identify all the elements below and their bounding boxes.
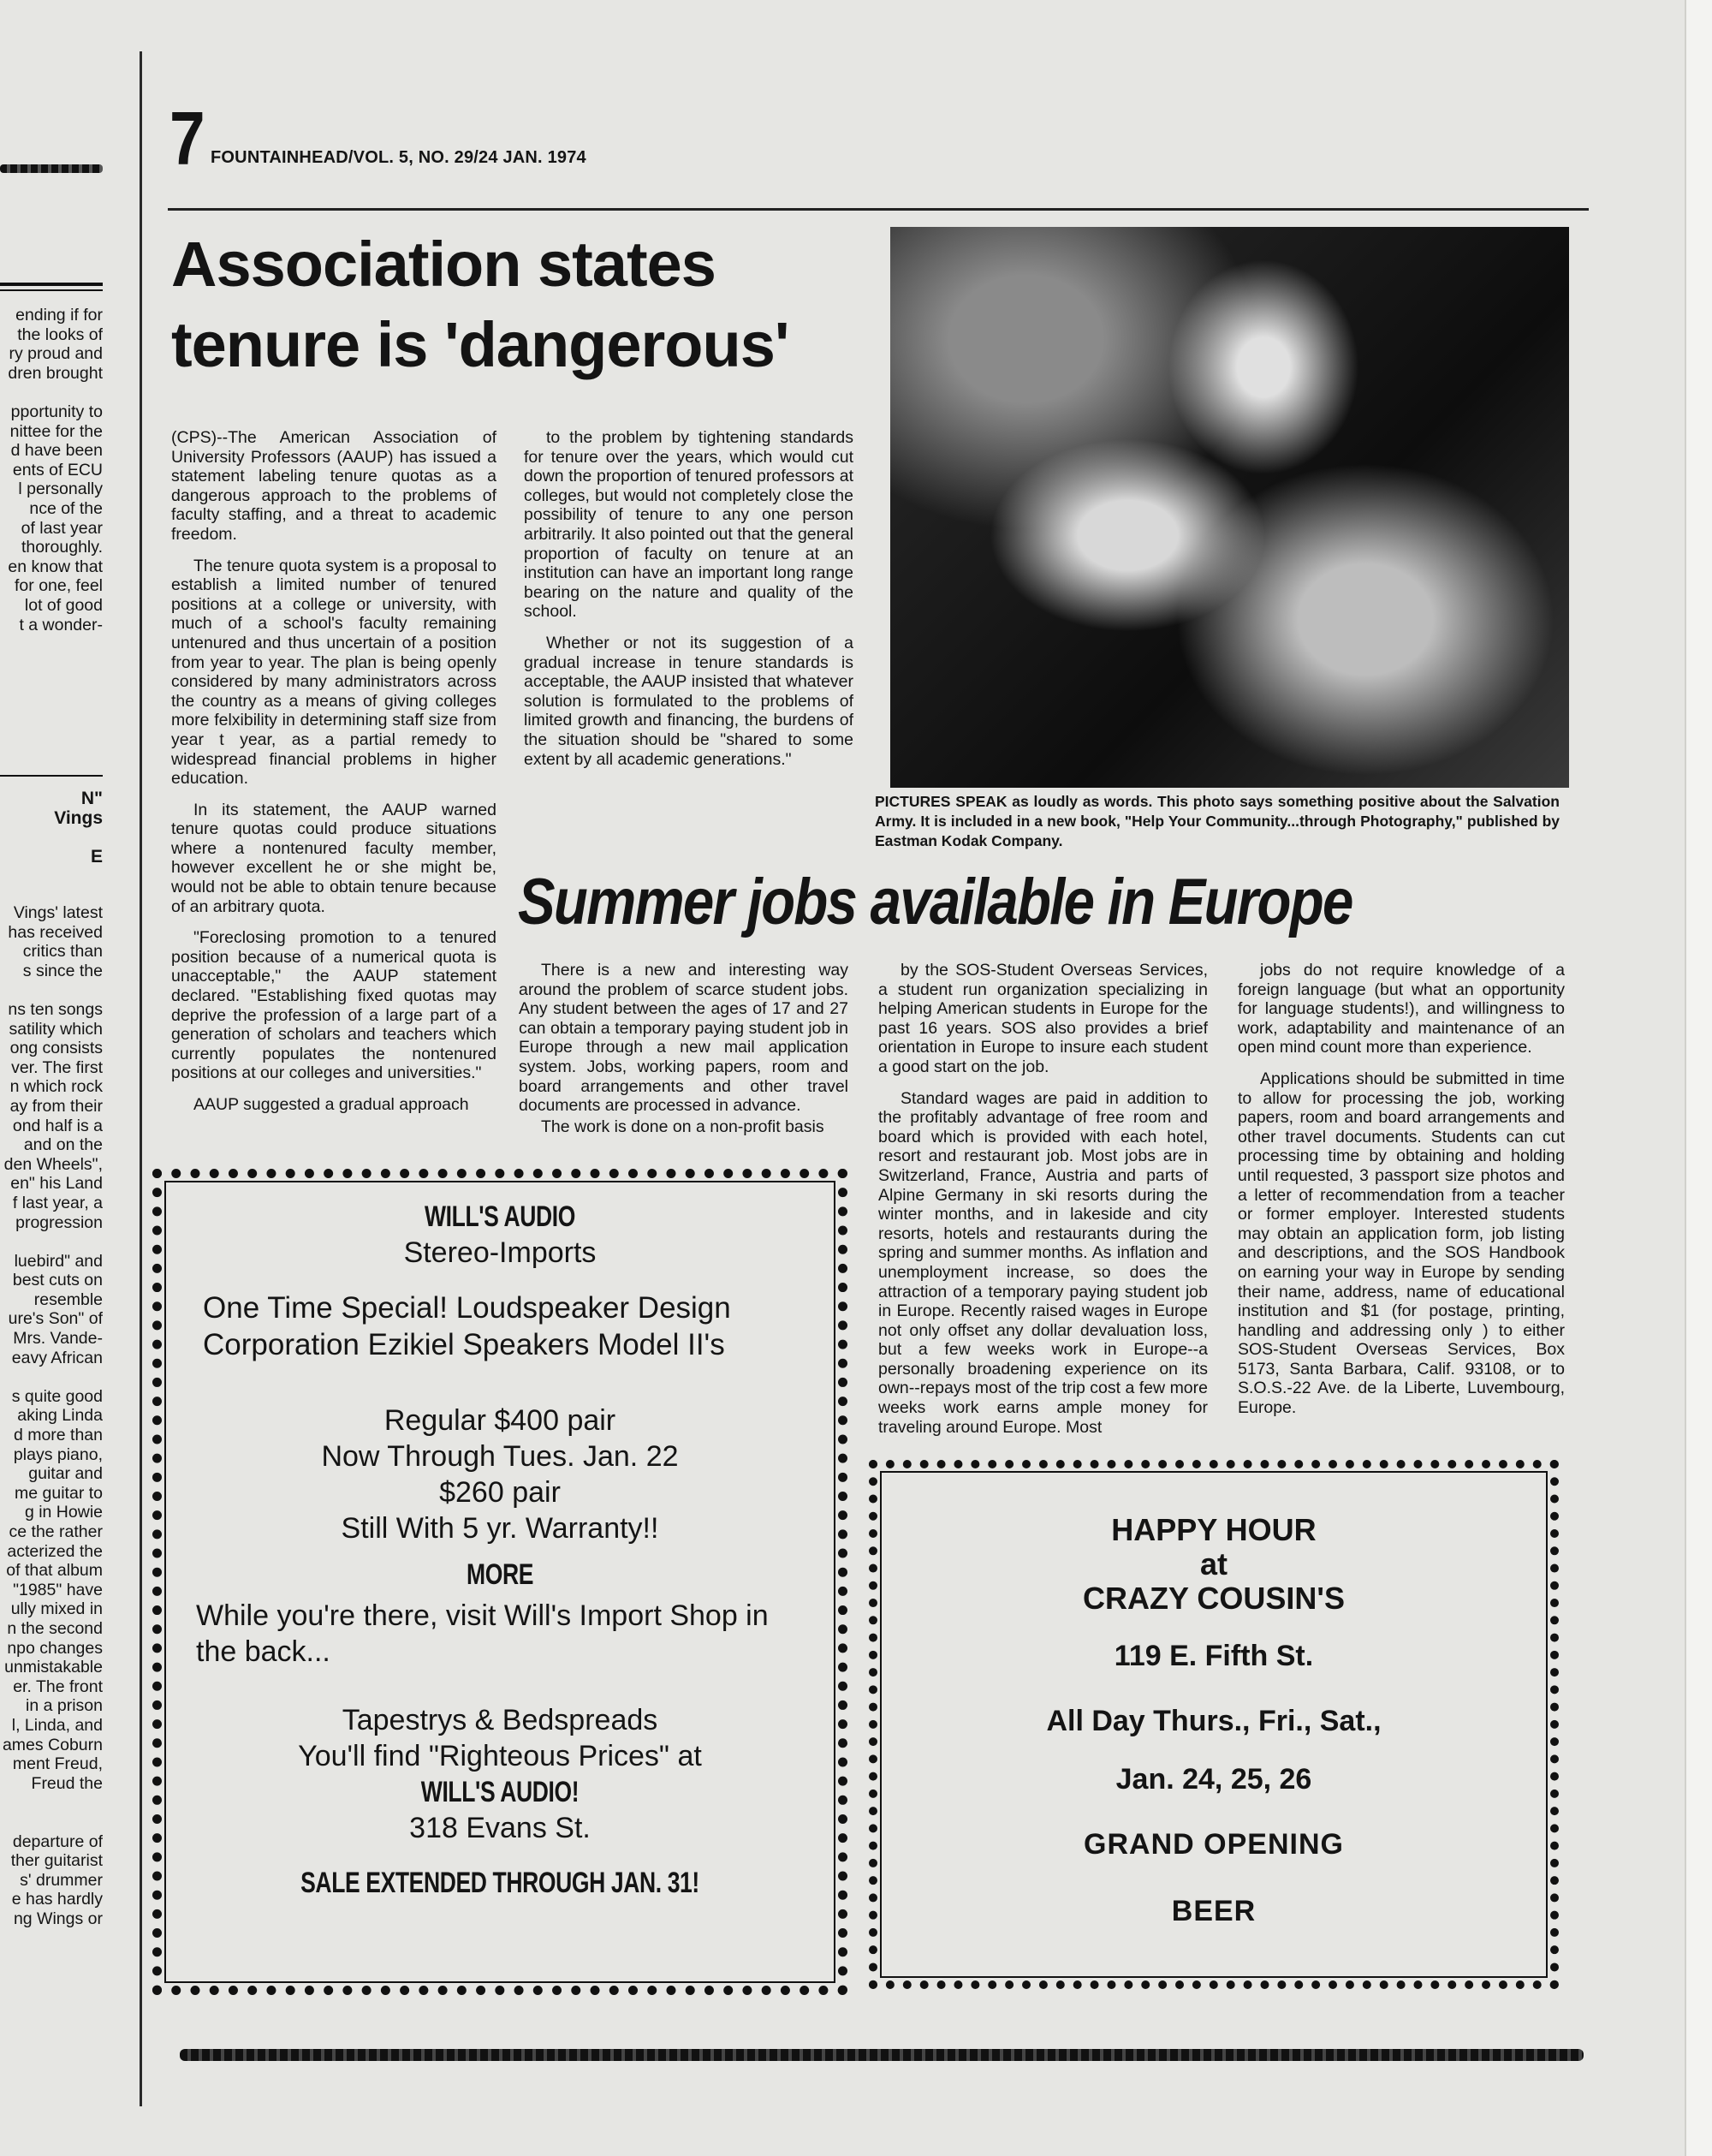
text-line: s since the [22,961,103,980]
text-line: Mrs. Vande- [13,1329,103,1349]
text-line: Freud the [31,1773,103,1793]
text-line: n which rock [9,1077,103,1097]
headline-line: tenure is 'dangerous' [171,309,789,380]
text-line: in a prison [26,1696,103,1716]
page-number: 7 [169,96,205,181]
paragraph: by the SOS-Student Overseas Services, a student run organization specializing in helping American students in Europe for the past 16 years. SOS also provides a brief orientation in Europe to insure each student a good start on the job. [878,961,1208,1076]
text-line: N" [80,789,103,808]
text-line: s' drummer [20,1870,103,1890]
text-line: ong consists [9,1039,103,1058]
text-line: satility which [9,1019,103,1039]
text-line [0,1813,103,1832]
text-line: "1985" have [13,1580,103,1599]
ad-more: MORE [467,1558,533,1591]
text-line: critics than [22,942,103,962]
jobs-column-3 [1238,961,1565,1430]
text-line: n the second [7,1618,103,1638]
text-line: guitar and [28,1464,103,1484]
paragraph: There is a new and interesting way around the problem of scarce student jobs. Any student between the ages of 17 and 27 can obtain a temporary paying student job in Europe through a new mail application system. Jobs, working papers, room and board arrangements and other travel documents are processed in advance. [519,961,848,1116]
ad-visit: While you're there, visit Will's Import Shop in the back... [196,1599,769,1668]
left-review-fragment [0,903,103,1928]
text-line: progression [15,1212,103,1232]
text-line: e has hardly [11,1890,103,1909]
ad-address: 318 Evans St. [409,1812,591,1844]
ad-extended: SALE EXTENDED THROUGH JAN. 31! [300,1867,699,1899]
text-line: nittee for the [9,421,103,441]
ad-happy-address: 119 E. Fifth St. [1114,1640,1314,1672]
text-line: resemble [33,1289,103,1309]
ad-righteous: You'll find "Righteous Prices" at [298,1740,702,1772]
text-line: l, Linda, and [11,1715,103,1735]
caption-lead: PICTURES SPEAK [875,793,1008,810]
text-line: ure's Son" of [8,1309,103,1329]
text-line: Vings [54,807,103,828]
text-line [0,1232,103,1252]
text-line: ment Freud, [12,1754,103,1774]
text-line: Vings' latest [13,903,103,922]
text-line: thoroughly. [21,538,103,557]
paragraph: "Foreclosing promotion to a tenured position because of a numerical quota is unacceptable," the AAUP statement declared. "Establishing fixed quotas may deprive the profession of a large part of a generation of scholars and teachers which currently populates the nontenured positions at our colleges and universities." [171,928,496,1083]
text-line: departure of [12,1831,103,1851]
text-line: ver. The first [11,1057,103,1077]
ad-store-name: WILL'S AUDIO [425,1200,575,1233]
text-line: acterized the [7,1541,103,1561]
text-line: f last year, a [12,1193,103,1212]
text-line: luebird" and [14,1251,103,1271]
text-line: eavy African [11,1348,103,1367]
text-line: nce of the [29,498,103,518]
text-line: ns ten songs [8,999,103,1019]
jobs-column-2 [878,961,1208,1449]
photo-caption [875,792,1560,851]
paragraph: The work is done on a non-profit basis [541,1117,824,1136]
headline-line: Association states [171,229,716,300]
tenure-headline [171,224,856,385]
text-line: aking Linda [17,1406,103,1426]
paragraph: Standard wages are paid in addition to the profitably advantage of free room and board which is provided with each hotel, resort and restaurant job. Most jobs are in Switzerland, France, Austria and parts of Alpine Germany in ski resorts during the winter months, and in lakeside and city resorts, hotels and restaurants during the spring and summer months. As inflation and unemployment increase, so does the attraction of a temporary paying student job in Europe. Recently raised wages in Europe not only offset any dollar devaluation loss, but a few weeks work in Europe--a personally broadening experience on its own--repays most of the trip cost a few more weeks work earns ample money for traveling around Europe. Most [878,1088,1208,1437]
left-review-headline [0,789,103,867]
text-line: ames Coburn [2,1735,103,1754]
text-line: l personally [18,479,103,499]
paragraph: The tenure quota system is a proposal to establish a limited number of tenured positions at a college or university, with much of a school's faculty remaining untenured and thus uncertain of a position from year to year. The plan is being openly considered by many administrators across the country as a means of giving colleges more felxibility in determining staff size from year t year, as a partial remedy to widespread financial problems in higher education. [171,556,496,789]
text-line: en know that [8,557,103,576]
paragraph: to the problem by tightening standards for tenure over the years, which would cut down the proportion of tenured professors at colleges, but would not completely close the possibility of tenure to any one person arbitrarily. It also pointed out that the general proportion of faculty on tenure at an institution can have an important long range bearing on the nature and quality of the school. [524,428,853,622]
column-divider [140,51,142,2106]
text-line: ce the rather [9,1522,103,1541]
happy-hour-ad [869,1460,1559,1989]
text-line: dren brought [8,363,103,383]
jobs-headline: Summer jobs available in Europe [518,866,1352,938]
text-line: of last year [21,518,103,538]
text-line [0,1367,103,1387]
wills-audio-ad [152,1169,847,1995]
ad-at: at [1199,1546,1228,1581]
header-rule [168,208,1589,211]
text-line [0,980,103,1000]
text-line: of that album [6,1561,103,1581]
text-line: ents of ECU [12,460,103,479]
ad-tapestrys: Tapestrys & Bedspreads [342,1704,658,1736]
ad-days: All Day Thurs., Fri., Sat., [1046,1705,1382,1737]
text-line [0,383,103,402]
ad-happy-hour: HAPPY HOUR [1111,1512,1317,1547]
tenure-column-1 [171,428,496,1127]
paragraph: Whether or not its suggestion of a gradual increase in tenure standards is acceptable, the AAUP insisted that whatever solution is formulated to the problems of limited growth and financing, the burdens of the situation should be "shared to some extent by all academic generations." [524,633,853,769]
text-line: den Wheels", [3,1154,103,1174]
text-line: ther guitarist [10,1851,103,1871]
section-rule [0,289,103,291]
ad-warranty: Still With 5 yr. Warranty!! [341,1512,659,1545]
paragraph: AAUP suggested a gradual approach [193,1095,469,1114]
text-line: g in Howie [24,1503,103,1522]
text-line: s quite good [11,1386,103,1406]
left-article-fragment [0,306,103,634]
ad-sale-price: $260 pair [439,1476,561,1509]
text-line: t a wonder- [19,615,103,634]
text-line: has received [8,922,103,942]
text-line: and on the [23,1135,103,1155]
ad-special: One Time Special! Loudspeaker Design Corporation Ezikiel Speakers Model II's [203,1291,731,1361]
section-rule [0,283,103,286]
text-line: the looks of [17,325,103,344]
text-line: best cuts on [12,1271,103,1290]
ad-crazy-cousins: CRAZY COUSIN'S [1083,1581,1345,1616]
caption-text: as loudly as words. This photo says something positive about the Salvation Army. It is included in a new book, "Help Your Community...through Photography," published by Eastman Kodak Company. [875,793,1560,849]
bottom-decorative-rule [180,2049,1584,2061]
jobs-column-1 [519,961,848,1138]
text-line: unmistakable [4,1658,103,1677]
section-rule [0,775,103,777]
text-line: ay from their [9,1096,103,1116]
text-line [0,828,103,848]
ad-subtitle: Stereo-Imports [403,1236,597,1269]
text-line: ry proud and [9,344,103,364]
text-line: E [90,846,103,867]
paragraph: (CPS)--The American Association of University Professors (AAUP) has issued a statement labeling tenure quotas as a dangerous approach to the problems of faculty staffing, and a threat to academic freedom. [171,428,496,544]
ad-regular-price: Regular $400 pair [383,1404,616,1437]
decorative-rule [0,164,103,173]
text-line: me guitar to [15,1483,103,1503]
text-line: ully mixed in [10,1599,103,1619]
text-line: ending if for [15,306,103,325]
text-line: d more than [13,1426,103,1445]
text-line [0,1793,103,1813]
publication-line: FOUNTAINHEAD/VOL. 5, NO. 29/24 JAN. 1974 [211,148,586,167]
paragraph: Applications should be submitted in time to allow for processing the job, working papers, room and board arrangements and other travel documents. Students can cut processing time by obtaining and holding until requested, 3 passport size photos and a letter of recommendation from a teacher or former employer. Interested students may obtain an application form, job listing and descriptions, and the SOS Handbook on earning your way in Europe by sending their name, address, name of educational institution and $1 (for postage, printing, handling and addressing only ) to either SOS-Student Overseas Services, Box 5173, Santa Barbara, Calif. 93108, or to S.O.S.-22 Ave. de la Liberte, Luvembourg, Europe. [1238,1069,1565,1418]
ad-beer: BEER [1171,1895,1257,1927]
text-line: d have been [10,441,103,461]
text-line: npo changes [7,1638,103,1658]
ad-store-name-2: WILL'S AUDIO! [420,1776,580,1808]
text-line: ng Wings or [13,1909,103,1928]
text-line: ond half is a [12,1116,103,1135]
ad-grand-opening: GRAND OPENING [1084,1828,1344,1861]
page-edge [1685,0,1712,2156]
ad-dates: Jan. 24, 25, 26 [1115,1763,1312,1796]
text-line: en" his Land [10,1174,103,1194]
text-line: for one, feel [15,576,103,596]
paragraph: jobs do not require knowledge of a foreign language (but what an opportunity for language students!), and willingness to work, adaptability and maintenance of an open mind count more than experience. [1238,961,1565,1057]
text-line: er. The front [13,1677,103,1696]
salvation-army-photo [890,227,1569,788]
ad-now-through: Now Through Tues. Jan. 22 [321,1440,679,1473]
tenure-column-2 [524,428,853,781]
paragraph: In its statement, the AAUP warned tenure quotas could produce situations where a nontenured faculty member, however excellent he or she might be, would not be able to obtain tenure because of an arbitrary quota. [171,800,496,916]
text-line: plays piano, [13,1444,103,1464]
text-line: lot of good [24,595,103,615]
text-line: pportunity to [10,402,103,421]
